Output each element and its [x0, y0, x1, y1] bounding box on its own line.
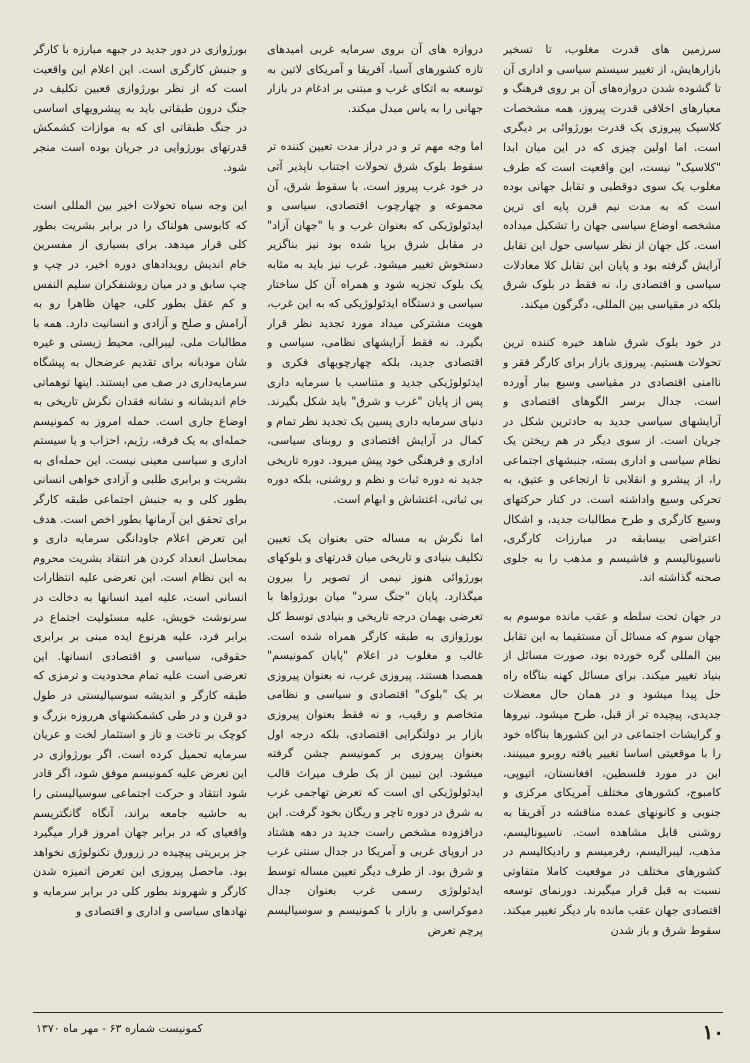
column-middle — [267, 40, 483, 998]
paragraph: این وجه سیاه تحولات اخیر بین المللی است که کابوسی هولناک را در برابر بشریت بطور کلی قرار میدهد. برای بسیاری از مفسرین خام اندیش رویدادهای دوره اخیر، در چپ و چپ سابق و در میان روشنفکران سلیم النفس و کم عقل بطور کلی، جهان ظاهرا رو به آرامش و صلح و آزادی و انسانیت دارد. همه با مطالبات ملی، لیبرالی، محیط زیستی و غیره شان مودبانه برای تقدیم عرضحال به پیشگاه سرمایه‌داری در صف می ایستند. اینها توهماتی خام اندیشانه و نشانه فقدان نگرش تاریخی به اوضاع جاری است. حمله امروز به کمونیسم حمله‌ای به یک فرقه، رژیم، احزاب و یا سیستم اداری و سیاسی معینی نیست. این حمله‌ای به بشریت و برابری طلبی و آزادی خواهی انسانی بطور کلی و به جنبش اجتماعی طبقه کارگر برای تحقق این آرمانها بطور اخص است. هدف این تعرض اعلام جاودانگی سرمایه داری و بمحاسل انعداد کردن هر انتقاد بشریت محروم به این نظام است. این تعرضی علیه انتظارات انسانی است، علیه امید انسانها به دخالت در سرنوشت خویش، علیه مسئولیت اجتماع در برابر فرد، علیه هرنوع ایده مبنی بر برابری حقوقی، سیاسی و اقتصادی انسانها. این تعرضی است علیه تمام محدودیت و ترمزی که طبقه کارگر و اندیشه سوسیالیستی در طول دو قرن و در طی کشمکشهای هرروزه بزرگ و کوچک بر تاخت و تاز و استثمار لخت و عریان سرمایه تحمیل کرده است. اگر بورژوازی در این تعرض علیه کمونیسم موفق شود، اگر قادر شود انتقاد و حرکت اجتماعی سوسیالیستی را به حاشیه جامعه براند، آنگاه گانگتریسم واقعیای که در برابر جهان امروز قرار میگیرد جز بربریتی پیچیده در زرورق تکنولوژی نخواهد بود. ماحصل پیروزی این تعرض اتمیزه شدن کارگر و شهروند بطور کلی در برابر سرمایه و نهادهای سیاسی و اداری و اقتصادی و — [33, 199, 247, 918]
paragraph: دروازه های آن بروی سرمایه غربی امیدهای تازه کشورهای آسیا، آفریقا و آمریکای لاتین به توسعه به اتکای غرب و مبتنی بر ادغام در بازار جهانی را به یاس مبدل میکند. — [267, 43, 483, 115]
column-right — [503, 40, 721, 998]
issue-info: کمونیست شماره ۶۳ - مهر ماه ۱۳۷۰ — [36, 1022, 203, 1035]
paragraph: بورژوازی در دور جدید در جبهه مبارزه با کارگر و جنبش کارگری است. این اعلام این واقعیت است که از نظر بورژوازی قعبین تکلیف در جنگ درون طبقاتی باید به پیشرویهای اساسی در جنگ طبقاتی ای که به موازات کشمکش قدرتهای بورژوایی در جریان بوده است منجر شود. — [33, 43, 247, 174]
text-columns — [33, 40, 721, 998]
paragraph: در خود بلوک شرق شاهد خیره کننده ترین تحولات هستیم. پیروزی بازار برای کارگر فقر و ناامنی اقتصادی در مقیاسی وسیع ببار آورده است. جدال برسر الگوهای اقتصادی و آرایشهای سیاسی جدید به حادترین شکل در جریان است. از سوی دیگر در هم ریختن یک نظام سیاسی و اداری بسته، جنبشهای اجتماعی را، از پیشرو و انقلابی تا ارتجاعی و عتیق، به تحرکی وسیع واداشته است. در کنار حرکتهای وسیع کارگری و طرح مطالبات جدید، و اشکال اعتراضی بیسابقه در مبارزات کارگری، ناسیونالیسم و فاشیسم و مذهب را به جلوی صحنه گذاشته اند. — [503, 336, 721, 585]
page-number: ۱۰ — [702, 1020, 724, 1044]
paragraph: اما نگرش به مساله حتی بعنوان یک تعیین تکلیف بنیادی و تاریخی میان قدرتهای و بلوکهای بورژوائی هنوز نیمی از تصویر را بیرون میگذارد. پایان "جنگ سرد" میان بورژواها با تعرضی بهمان درجه تاریخی و بنیادی توسط کل بورژوازی به طبقه کارگر همراه شده است. غالب و مغلوب در اعلام "پایان کمونیسم" همصدا هستند. پیروزی غرب، نه بعنوان پیروزی بر یک "بلوک" اقتصادی و سیاسی و نظامی متخاصم و رقیب، و نه فقط بعنوان پیروزی بازار بر دولتگرایی اقتصادی، بلکه درجه اول بعنوان پیروزی بر کمونیسم جشن گرفته میشود. این تبیین از یک طرف میراث قالب ایدئولوژیکی ای است که تعرض تهاجمی غرب به شرق در دوره تاچر و ریگان بخود گرفت. این درافزوده مشخص راست جدید در دهه هشتاد در اروپای غربی و آمریکا در جدال سنتی غرب و شرق بود. از طرف دیگر تعیین مساله توسط ایدئولوژی رسمی غرب بعنوان جدال دموکراسی و بازار با کمونیسم و سوسیالیسم پرچم تعرض — [267, 531, 483, 937]
column-left — [33, 40, 247, 998]
paragraph: سرزمین های قدرت مغلوب، تا تسخیر بازارهایش، از تغییر سیستم سیاسی و اداری آن تا گشوده شدن دروازه‌های آن بر روی فرهنگ و معیارهای اخلاقی قدرت پیروز، همه مشخصات کلاسیک پیروزی یک قدرت بورژوائی بر دیگری است. اما اولین چیزی که در این میان ابدا "کلاسیک" نیست، این واقعیت است که طرف مغلوب یک سوی دوقطبی و تقابل جهانی بوده است که به مدت نیم قرن پایه ای ترین مشخصه اوضاع سیاسی جهان را تشکیل میداده است. کل جهان از نظر سیاسی حول این تقابل آرایش گرفته بود و پایان این تقابل کلا معادلات سیاسی و اقتصادی را، نه فقط در بلوک شرق بلکه در مقیاسی بین المللی، دگرگون میکند. — [503, 43, 721, 311]
footer-divider — [33, 1012, 723, 1013]
paragraph: در جهان تحت سلطه و عقب مانده موسوم به جهان سوم که مسائل آن مستقیما به این تقابل بین المللی گره خورده بود، صورت مسائل از بنیاد تغییر میکند. برای مسائل کهنه بناگاه راه حل پیدا میشود و در همان حال معضلات جدیدی، پیچیده تر از قبل، طرح میشود. نیروها و گرایشات اجتماعی در این کشورها بناگاه خود را با موقعیتی اساسا تغییر یافته روبرو میبینند. این در مورد فلسطین، افغانستان، اتیوپی، کامبوج، کشورهای مختلف آمریکای مرکزی و جنوبی و کانونهای عمده مناقشه در آفریقا به روشنی قابل مشاهده است. ناسیونالیسم، مذهب، لیبرالیسم، رفرمیسم و رادیکالیسم در کشورهای مختلف در موقعیت کاملا متفاوتی نسبت به قبل قرار میگیرند. دورنمای توسعه اقتصادی جهان عقب مانده بار دیگر تغییر میکند. سقوط شرق و باز شدن — [503, 610, 721, 937]
paragraph: اما وجه مهم تر و در دراز مدت تعیین کننده تر سقوط بلوک شرق تحولات اجتناب ناپذیر آتی در خود غرب پیروز است. با سقوط شرق، آن مجموعه و چهارچوب اقتصادی، سیاسی و ایدئولوژیکی که بعنوان غرب و یا "جهان آزاد" در مقابل شرق برپا شده بود نیز بناگزیر دستخوش تغییر میشود. غرب نیز باید به مثابه یک بلوک تجزیه شود و همراه آن کل ساختار سیاسی و دستگاه ایدئولوژیکی که به این غرب، هویت مشترکی میداد مورد تجدید نظر قرار بگیرد. نه فقط آرایشهای نظامی، سیاسی و اقتصادی جدید، بلکه چهارچوبهای فکری و ایدئولوژیکی جدید و متناسب با سرمایه داری پس از پایان "غرب و شرق" باید شکل بگیرند. دنیای سرمایه داری پسین یک تجدید نظر تمام و کمال در آرایش اقتصادی و روبنای سیاسی، اداری و فرهنگی خود پیش میرود. دوره تاریخی جدید نه دوره ثبات و نظم و روشنی، بلکه دوره بی ثباتی، اغتشاش و ابهام است. — [267, 140, 483, 507]
